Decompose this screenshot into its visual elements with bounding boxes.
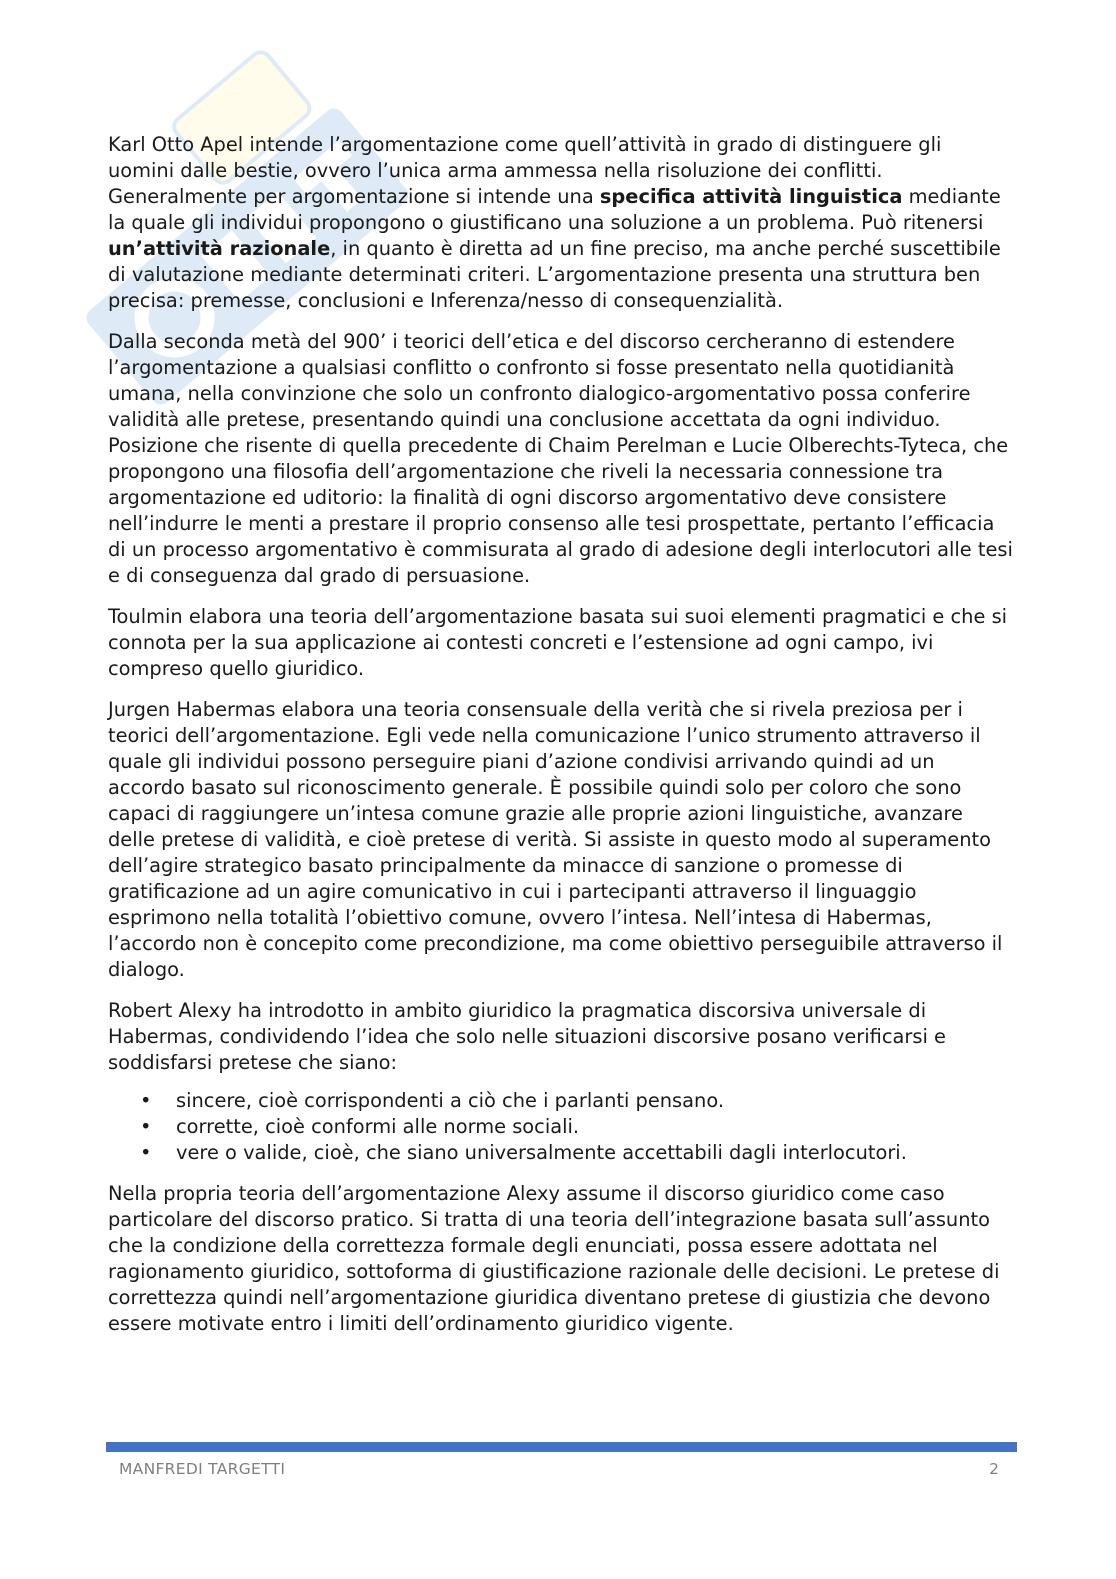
paragraph-ethics-discourse: Dalla seconda metà del 900’ i teorici dell’etica e del discorso cercheranno di estendere l’argomentazione a qualsiasi conflitto o confronto si fosse presentato nella quotidianità umana, nella convinzione che solo un confronto dialogico-argomentativo possa conferire validità alle pretese, presentando quindi una conclusione accettata da ogni individuo. Posizione che risente di quella precedente di Chaim Perelman e Lucie Olberechts-Tyteca, che propongono una filosofia dell’argomentazione che riveli la necessaria connessione tra argomentazione ed uditorio: la finalità di ogni discorso argomentativo deve consistere nell’indurre le menti a prestare il proprio consenso alle tesi prospettate, pertanto l’efficacia di un processo argomentativo è commisurata al grado di adesione degli interlocutori alle tesi e di conseguenza dal grado di persuasione.: [108, 330, 1013, 587]
paragraph-apel: Karl Otto Apel intende l’argomentazione come quell’attività in grado di distinguere gli uomini dalle bestie, ovvero l’unica arma ammessa nella risoluzione dei conflitti. Generalmente per argomentazione si intende una specifica attività linguistica mediante la quale gli individui propongono o giustificano una soluzione a un problema. Può ritenersi un’attività razionale, in quanto è diretta ad un fine preciso, ma anche perché suscettibile di valutazione mediante determinati criteri. L’argomentazione presenta una struttura ben precisa: premesse, conclusioni e Inferenza/nesso di consequenzialità.: [108, 133, 1001, 312]
paragraph-toulmin: Toulmin elabora una teoria dell’argomentazione basata sui suoi elementi pragmatici e che si connota per la sua applicazione ai contesti concreti e l’estensione ad ogni campo, ivi compreso quello giuridico.: [108, 605, 1008, 680]
footer-author: MANFREDI TARGETTI: [119, 1460, 286, 1478]
list-item: • vere o valide, cioè, che siano universalmente accettabili dagli interlocutori.: [140, 1141, 907, 1164]
document-body: [108, 132, 1013, 1352]
bullet-icon: •: [140, 1115, 152, 1138]
list-item: • corrette, cioè conformi alle norme sociali.: [140, 1115, 580, 1138]
bold-term-linguistic-activity: specifica attività linguistica: [599, 185, 903, 208]
bullet-icon: •: [140, 1089, 152, 1112]
paragraph-alexy-theory: Nella propria teoria dell’argomentazione Alexy assume il discorso giuridico come caso particolare del discorso pratico. Si tratta di una teoria dell’integrazione basata sull’assunto che la condizione della correttezza formale degli enunciati, possa essere adottata nel ragionamento giuridico, sottoforma di giustificazione razionale delle decisioni. Le pretese di correttezza quindi nell’argomentazione giuridica diventano pretese di giustizia che devono essere motivate entro i limiti dell’ordinamento giuridico vigente.: [108, 1182, 1000, 1335]
bold-term-rational-activity: un’attività razionale: [108, 237, 331, 260]
paragraph-alexy: Robert Alexy ha introdotto in ambito giuridico la pragmatica discorsiva universale di Habermas, condividendo l’idea che solo nelle situazioni discorsive posano verificarsi e soddisfarsi pretese che siano:: [108, 999, 946, 1074]
bullet-list: [108, 1088, 1013, 1166]
list-item: • sincere, cioè corrispondenti a ciò che i parlanti pensano.: [140, 1089, 725, 1112]
page-number: 2: [989, 1460, 999, 1478]
bullet-icon: •: [140, 1141, 152, 1164]
footer-rule: [106, 1442, 1017, 1452]
paragraph-habermas: Jurgen Habermas elabora una teoria consensuale della verità che si rivela preziosa per i teorici dell’argomentazione. Egli vede nella comunicazione l’unico strumento attraverso il quale gli individui possono perseguire piani d’azione condivisi arrivando quindi ad un accordo basato sul riconoscimento generale. È possibile quindi solo per coloro che sono capaci di raggiungere un’intesa comune grazie alle proprie azioni linguistiche, avanzare delle pretese di validità, e cioè pretese di verità. Si assiste in questo modo al superamento dell’agire strategico basato principalmente da minacce di sanzione o promesse di gratificazione ad un agire comunicativo in cui i partecipanti attraverso il linguaggio esprimono nella totalità l’obiettivo comune, ovvero l’intesa. Nell’intesa di Habermas, l’accordo non è concepito come precondizione, ma come obiettivo perseguibile attraverso il dialogo.: [108, 698, 1003, 981]
